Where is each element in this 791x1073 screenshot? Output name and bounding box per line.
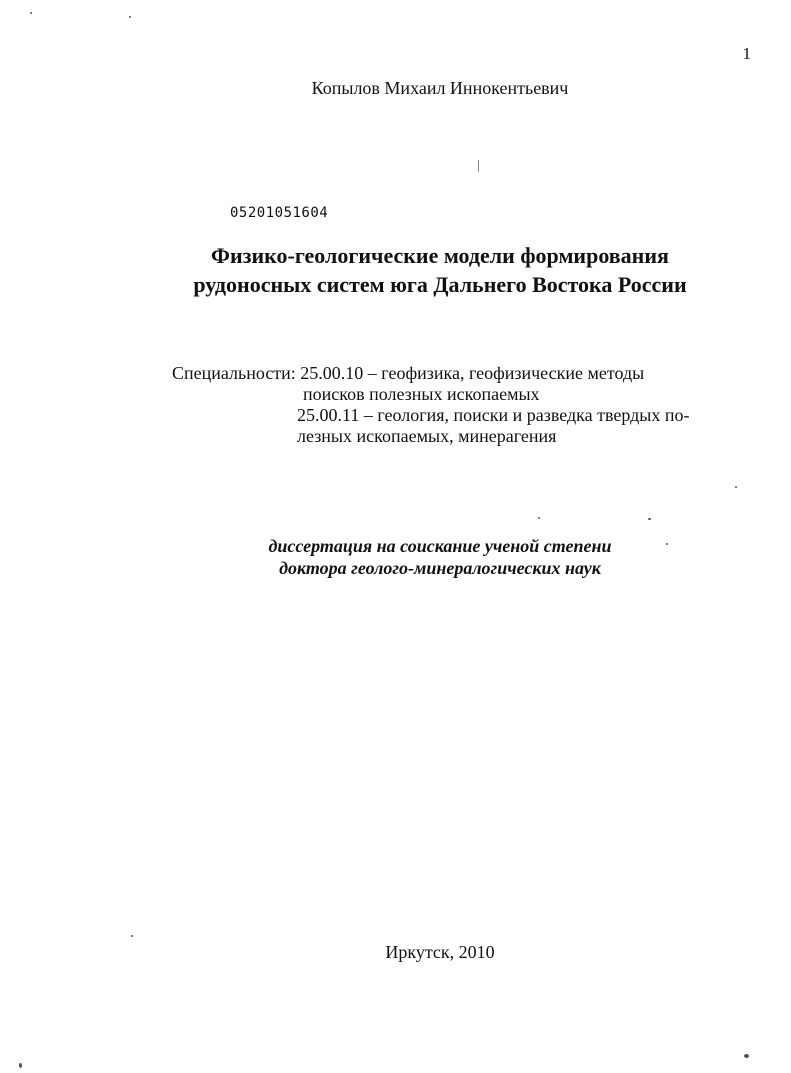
specialty-line: лезных ископаемых, минерагения <box>297 426 557 446</box>
specialty-line: поисков полезных ископаемых <box>303 384 540 404</box>
specialty-line: 25.00.11 – геология, поиски и разведка твердых по- <box>297 405 690 425</box>
degree-line: диссертация на соискание ученой степени <box>268 536 612 556</box>
specialty-block <box>172 363 690 447</box>
dissertation-title <box>0 241 791 299</box>
scan-speck <box>538 517 540 519</box>
degree-statement <box>0 535 791 579</box>
author-name: Копылов Михаил Иннокентьевич <box>311 78 569 98</box>
title-line: рудоносных систем юга Дальнего Востока России <box>193 272 687 297</box>
catalog-number: 05201051604 <box>230 205 329 221</box>
scan-speck <box>648 518 651 520</box>
city-year: Иркутск, 2010 <box>385 942 495 962</box>
specialty-line: Специальности: 25.00.10 – геофизика, геофизические методы <box>172 363 645 383</box>
scan-speck <box>478 160 479 172</box>
scan-speck <box>19 1063 22 1068</box>
scan-speck <box>131 935 133 937</box>
scan-speck <box>666 543 668 545</box>
degree-line: доктора геолого-минералогических наук <box>279 558 601 578</box>
title-line: Физико-геологические модели формирования <box>211 243 669 268</box>
page-number: 1 <box>742 44 751 63</box>
scan-speck <box>735 486 737 488</box>
scan-speck <box>744 1054 749 1058</box>
scan-speck <box>129 16 131 18</box>
scan-speck <box>30 12 32 14</box>
